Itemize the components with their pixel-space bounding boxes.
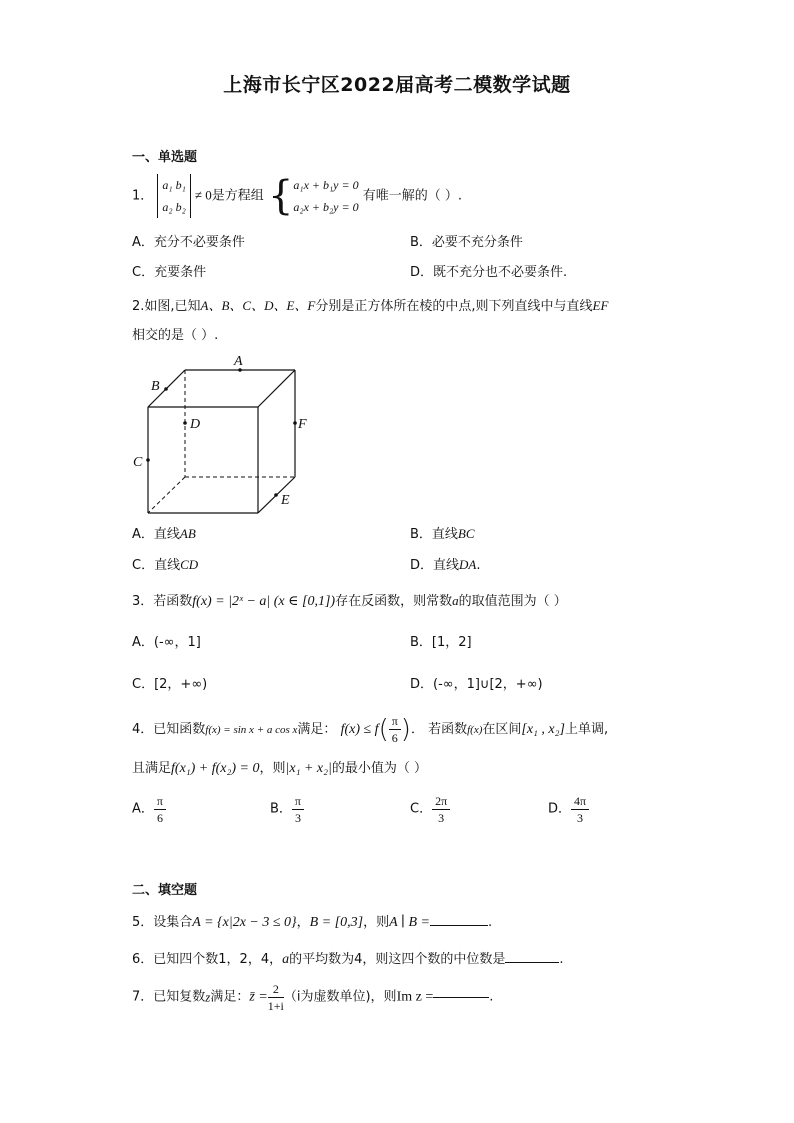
point-d <box>183 421 187 425</box>
q3-formula: f(x) = |2ˣ − a| (x ∈ [0,1]) <box>192 594 336 609</box>
section-heading-fill-blank: 二、填空题 <box>132 883 198 898</box>
point-b <box>164 387 168 391</box>
q3-option-a: A．(-∞，1] <box>132 635 201 650</box>
q4-function: f(x) = sin x + a cos x <box>205 724 298 736</box>
label-d: D <box>190 417 201 432</box>
question-2-line2: 相交的是（ ）. <box>132 328 219 343</box>
q5-answer-blank[interactable] <box>430 925 488 926</box>
question-4: 4．已知函数f(x) = sin x + a cos x满足： f(x) ≤ f( $\frac{\pi}{6}$ )． 若函数f(x)在区间[x₁ , x₂]上单调, <box>132 714 609 745</box>
question-3: 3．若函数f(x) = |2ˣ − a| (x ∈ [0,1])存在反函数，则常数a的取值范围为（ ） <box>132 593 567 609</box>
page-title: 上海市长宁区2022届高考二模数学试题 <box>223 74 571 96</box>
q1-neq-zero: ≠ 0 <box>194 187 212 203</box>
point-f <box>293 421 297 425</box>
q4-option-a: A． $\frac{\pi}{6}$ <box>132 793 166 826</box>
question-4-line2: 且满足f(x₁) + f(x₂) = 0，则|x₁ + x₂|的最小值为（ ） <box>132 761 427 776</box>
label-e: E <box>281 493 290 508</box>
section-heading-single-choice: 一、单选题 <box>132 150 198 165</box>
q4-option-c: C． $\frac{2\pi}{3}$ <box>410 793 450 826</box>
question-7: 7．已知复数z满足：z̄ = $\frac{2}{1+i}$ （i为虚数单位)，则Im z = . <box>132 982 494 1013</box>
question-5: 5．设集合A = {x|2x − 3 ≤ 0}，B = [0,3]，则A ∣ B = . <box>132 915 493 930</box>
label-b: B <box>151 379 160 394</box>
q1-brace: { <box>267 173 294 219</box>
q3-option-d: D．(-∞，1]∪[2，+∞) <box>410 677 543 692</box>
cube-hidden-edge <box>148 477 185 513</box>
q3-option-c: C．[2，+∞) <box>132 677 208 692</box>
point-e <box>274 493 278 497</box>
q1-option-c: C．充要条件 <box>132 265 207 280</box>
point-c <box>146 458 150 462</box>
label-f: F <box>298 417 307 432</box>
q2-option-d: D．直线DA. <box>410 557 481 573</box>
q1-number: 1． <box>132 188 154 204</box>
q1-determinant: a₁ b₁ a₂ b₂ <box>157 174 190 218</box>
q1-tail: 有唯一解的（ ）. <box>362 188 463 204</box>
cube-edge <box>258 370 295 407</box>
q2-option-b: B．直线BC <box>410 526 475 542</box>
label-a: A <box>234 354 243 369</box>
q1-option-d: D．既不充分也不必要条件. <box>410 265 568 280</box>
q1-option-a: A．充分不必要条件 <box>132 235 245 250</box>
q1-text: 是方程组 <box>211 188 264 204</box>
q1-option-b: B．必要不充分条件 <box>410 235 523 250</box>
q3-option-b: B．[1，2] <box>410 635 472 650</box>
q4-option-b: B． $\frac{\pi}{3}$ <box>270 793 304 826</box>
q2-option-c: C．直线CD <box>132 557 199 573</box>
q1-system: a₁x + b₁y = 0 a₂x + b₂y = 0 <box>293 178 359 214</box>
label-c: C <box>133 455 143 470</box>
q4-option-d: D． $\frac{4\pi}{3}$ <box>548 793 589 826</box>
question-6: 6．已知四个数1，2，4，a的平均数为4，则这四个数的中位数是 . <box>132 952 564 967</box>
question-2: 2.如图,已知A、B、C、D、E、F分别是正方体所在棱的中点,则下列直线中与直线EF <box>132 298 609 314</box>
cube-figure <box>130 350 310 520</box>
question-1 <box>132 174 462 218</box>
q2-option-a: A．直线AB <box>132 526 196 542</box>
q6-answer-blank[interactable] <box>505 962 559 963</box>
q7-answer-blank[interactable] <box>433 997 489 998</box>
